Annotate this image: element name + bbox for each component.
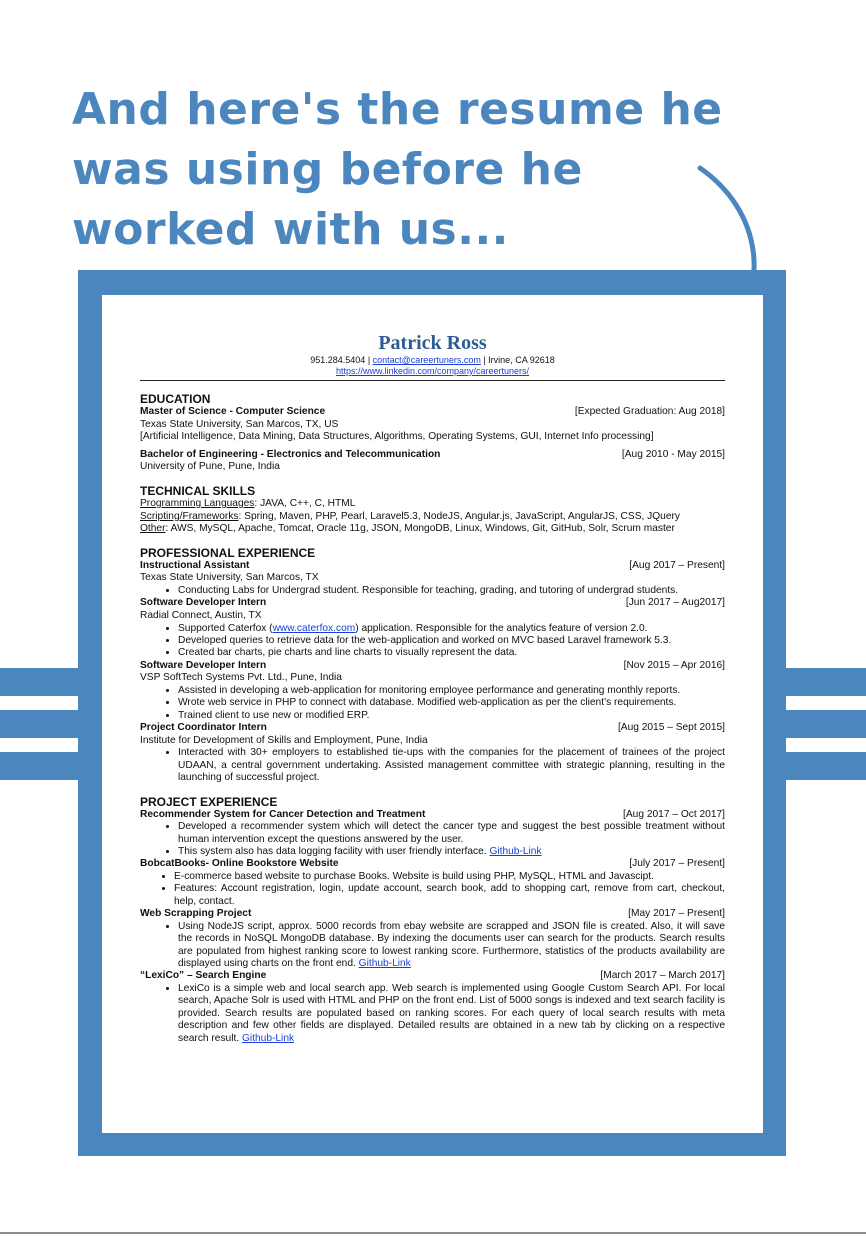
bullet: • Wrote web service in PHP to connect with database. Modified web-application as per the client’s requirements. xyxy=(178,697,725,709)
linkedin-link[interactable]: https://www.linkedin.com/company/careertuners/ xyxy=(335,366,530,376)
bullet: • E-commerce based website to purchase Books. Website is build using PHP, MySQL, HTML and Javascipt. xyxy=(174,871,725,883)
headline: And here's the resume he was using before he worked with us... xyxy=(72,84,723,255)
resume-page xyxy=(102,295,763,1133)
bullet: • Features: Account registration, login, update account, search book, add to shopping cart, remove from cart, checkout, help, contact. xyxy=(174,883,725,908)
github-link[interactable]: Github-Link xyxy=(489,845,542,857)
resume xyxy=(140,331,725,1045)
bullet: • Developed queries to retrieve data for the web-application and worked on MVC based Laravel framework 5.3. xyxy=(178,635,725,647)
left-stripe xyxy=(0,710,80,738)
right-stripe xyxy=(784,668,866,696)
skill-row: Programming Languages: JAVA, C++, C, HTML xyxy=(140,497,356,509)
project: Web Scrapping Project [May 2017 – Present] • Using NodeJS script, approx. 5000 records from ebay website are scrapped and JSON file is created. Also, it will save the records in NoSQL MongoDB database. By indexing the documents user can search for the products. Search results are populated from highest ranking score to lowest ranking score. Furthermore, statistics of the products availability are displayed using charts on the front end. Github-Link xyxy=(140,908,725,970)
education-item: Bachelor of Engineering - Electronics and Telecommunication [Aug 2010 - May 2015] University of Pune, Pune, India xyxy=(140,448,725,473)
bullet: • This system also has data logging facility with user friendly interface. Github-Link xyxy=(178,846,725,858)
left-stripe xyxy=(0,668,80,696)
right-stripe xyxy=(784,752,866,780)
linkedin-line xyxy=(140,366,725,377)
skill-row: Scripting/Frameworks: Spring, Maven, PHP, Pearl, Laravel5.3, NodeJS, Angular.js, JavaScript, AngularJS, CSS, JQuery xyxy=(140,510,681,522)
skill-row: Other: AWS, MySQL, Apache, Tomcat, Oracle 11g, JSON, MongoDB, Linux, Windows, Git, GitHub, Solr, Scrum master xyxy=(140,523,675,535)
bullet: • Created bar charts, pie charts and line charts to visually represent the data. xyxy=(178,647,725,659)
job: Instructional Assistant [Aug 2017 – Present] Texas State University, San Marcos, TX • Conducting Labs for Undergrad student. Responsible for teaching, grading, and tutoring of undergrad students. xyxy=(140,560,725,598)
right-stripe xyxy=(784,710,866,738)
project: “LexiCo” – Search Engine [March 2017 – March 2017] • LexiCo is a simple web and local search app. Web search is implemented using Google Custom Search API. For local search, Apache Solr is used with HTML and PHP on the front end. List of 5000 songs is indexed and text search facility is provided. Search results are populated based on ranking scores. For each query of local search results with meta description and few other fields are displayed. Detailed results are obtained in a new tab by clicking on a respective search result. Github-Link xyxy=(140,970,725,1045)
projects-heading: PROJECT EXPERIENCE xyxy=(140,794,278,809)
left-stripe xyxy=(0,752,80,780)
github-link[interactable]: Github-Link xyxy=(358,958,411,969)
bottom-rule xyxy=(0,1232,866,1234)
project: Recommender System for Cancer Detection and Treatment [Aug 2017 – Oct 2017] • Developed a recommender system which will detect the cancer type and suggest the best possible treatment without human intervention except the questions answered by the user. • This system also has data logging facility with user friendly interface. Github-Link xyxy=(140,809,725,859)
bullet: • Supported Caterfox (www.caterfox.com) application. Responsible for the analytics feature of version 2.0. xyxy=(178,623,725,635)
contact-line: 951.284.5404 | contact@careertuners.com | Irvine, CA 92618 xyxy=(310,355,555,365)
caterfox-link[interactable]: www.caterfox.com xyxy=(272,622,356,634)
job: Project Coordinator Intern [Aug 2015 – Sept 2015] Institute for Development of Skills and Employment, Pune, India • Interacted with 30+ employers to established tie-ups with the companies for the placement of trainees of the project UDAAN, a central government undertaking. Assisted management committee with strategic planning, resulting in the launching of successful project. xyxy=(140,722,725,784)
education-heading: EDUCATION xyxy=(140,392,211,406)
project: BobcatBooks- Online Bookstore Website [July 2017 – Present] • E-commerce based website to purchase Books. Website is build using PHP, MySQL, HTML and Javascipt. • Features: Account registration, login, update account, search book, add to shopping cart, remove from cart, checkout, help, contact. xyxy=(140,858,725,908)
job: Software Developer Intern [Jun 2017 – Aug2017] Radial Connect, Austin, TX • Supported Caterfox (www.caterfox.com) application. Responsible for the analytics feature of version 2.0. • Developed queries to retrieve data for the web-application and worked on MVC based Laravel framework 5.3. • Created bar charts, pie charts and line charts to visually represent the data. xyxy=(140,597,725,659)
bullet: • Using NodeJS script, approx. 5000 records from ebay website are scrapped and JSON file is created. Also, it will save the records in NoSQL MongoDB database. By indexing the documents user can search for the products. Search results are populated from highest ranking score to lowest ranking score. Furthermore, statistics of the products availability are displayed using charts on the front end. Github-Link xyxy=(178,921,725,971)
phone: 951.284.5404 xyxy=(310,355,366,365)
bullet: • Interacted with 30+ employers to established tie-ups with the companies for the placement of trainees of the project UDAAN, a central government undertaking. Assisted management committee with strategic planning, resulting in the launching of successful project. xyxy=(178,747,725,784)
email-link[interactable]: contact@careertuners.com xyxy=(372,355,481,365)
skills-heading: TECHNICAL SKILLS xyxy=(140,483,256,498)
location: | Irvine, CA 92618 xyxy=(480,355,555,365)
job: Software Developer Intern [Nov 2015 – Apr 2016] VSP SoftTech Systems Pvt. Ltd., Pune, India • Assisted in developing a web-application for monitoring employee performance and generating monthly reports. • Wrote web service in PHP to connect with database. Modified web-application as per the client’s requirements. • Trained client to use new or modified ERP. xyxy=(140,660,725,722)
bullet: • LexiCo is a simple web and local search app. Web search is implemented using Google Custom Search API. For local search, Apache Solr is used with HTML and PHP on the front end. List of 5000 songs is indexed and text search facility is provided. Search results are populated based on ranking scores. For each query of local search results with meta description and few other fields are displayed. Detailed results are obtained in a new tab by clicking on a respective search result. Github-Link xyxy=(178,983,725,1045)
divider xyxy=(140,380,725,381)
experience-heading: PROFESSIONAL EXPERIENCE xyxy=(140,545,316,560)
bullet: • Conducting Labs for Undergrad student. Responsible for teaching, grading, and tutoring of undergrad students. xyxy=(178,585,725,597)
education-item: Master of Science - Computer Science [Expected Graduation: Aug 2018] Texas State University, San Marcos, TX, US [Artificial Intelligence, Data Mining, Data Structures, Algorithms, Operating Systems, GUI, Internet Info processing] xyxy=(140,406,725,443)
resume-name: Patrick Ross xyxy=(378,332,487,354)
github-link[interactable]: Github-Link xyxy=(241,1032,295,1044)
bullet: • Developed a recommender system which will detect the cancer type and suggest the best possible treatment without human intervention except the questions answered by the user. xyxy=(178,821,725,846)
bullet: • Assisted in developing a web-application for monitoring employee performance and generating monthly reports. xyxy=(178,685,725,697)
bullet: • Trained client to use new or modified ERP. xyxy=(178,710,725,722)
